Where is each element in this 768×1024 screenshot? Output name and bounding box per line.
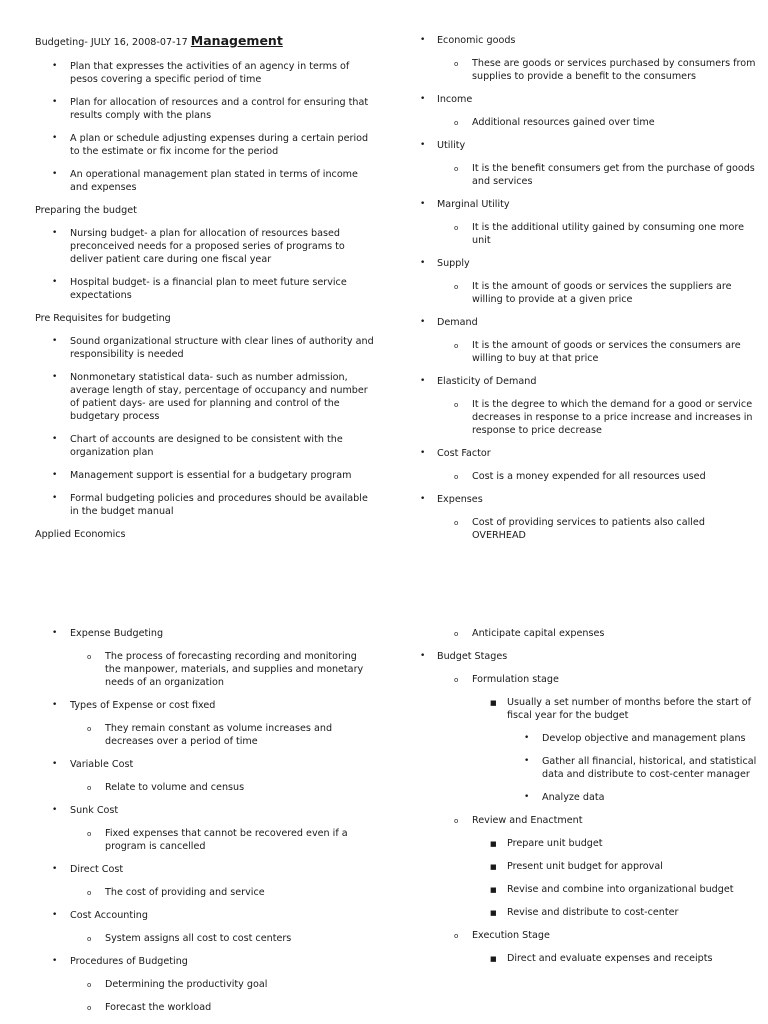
preparing-list bbox=[35, 227, 375, 302]
list-item: • Types of Expense or cost fixed bbox=[52, 700, 216, 711]
bullet-icon: • bbox=[52, 133, 58, 143]
bullet-icon: • bbox=[420, 199, 426, 209]
circle-bullet-icon: o bbox=[87, 830, 92, 838]
term-definition: o These are goods or services purchased by consumers from supplies to provide a benefit to the consumers bbox=[454, 58, 756, 82]
bullet-icon: • bbox=[420, 494, 426, 504]
bullet-icon: • bbox=[52, 434, 58, 444]
page-heading bbox=[35, 34, 375, 49]
sub-item: o The cost of providing and service bbox=[87, 887, 265, 898]
list-item: • Nursing budget- a plan for allocation of resources based preconceived needs for a proposed series of programs to deliver patient care during one fiscal year bbox=[52, 228, 345, 265]
stage-detail: ■ Revise and distribute to cost-center bbox=[490, 907, 679, 918]
stage-item: o Review and Enactment bbox=[454, 815, 583, 826]
column-1 bbox=[35, 34, 375, 551]
sub-item: o Fixed expenses that cannot be recovered even if a program is cancelled bbox=[87, 828, 348, 852]
stage-detail: ■ Revise and combine into organizational budget bbox=[490, 884, 734, 895]
list-item: • Sunk Cost bbox=[52, 805, 119, 816]
bullet-icon: • bbox=[420, 258, 426, 268]
term-item: • Demand bbox=[420, 317, 478, 328]
list-item: • Expense Budgeting bbox=[52, 628, 164, 639]
bullet-icon: • bbox=[420, 140, 426, 150]
section-title-preparing: Preparing the budget bbox=[35, 205, 137, 216]
stage-detail: ■ Direct and evaluate expenses and receipts bbox=[490, 953, 713, 964]
bullet-icon: • bbox=[420, 94, 426, 104]
bullet-icon: • bbox=[52, 956, 58, 966]
circle-bullet-icon: o bbox=[454, 630, 459, 638]
list-item: • Cost Accounting bbox=[52, 910, 148, 921]
bullet-icon: • bbox=[420, 651, 426, 661]
list-item: • A plan or schedule adjusting expenses during a certain period to the estimate or fix income for the period bbox=[52, 133, 369, 157]
square-bullet-icon: ■ bbox=[490, 699, 497, 707]
term-item: • Utility bbox=[420, 140, 466, 151]
circle-bullet-icon: o bbox=[454, 932, 459, 940]
list-item: • Variable Cost bbox=[52, 759, 134, 770]
square-bullet-icon: ■ bbox=[490, 840, 497, 848]
stage-detail: ■ Present unit budget for approval bbox=[490, 861, 663, 872]
circle-bullet-icon: o bbox=[87, 889, 92, 897]
step-item: • Analyze data bbox=[524, 792, 605, 803]
square-bullet-icon: ■ bbox=[490, 863, 497, 871]
circle-bullet-icon: o bbox=[87, 981, 92, 989]
list-item: • An operational management plan stated in terms of income and expenses bbox=[52, 169, 358, 193]
bullet-icon: • bbox=[52, 97, 58, 107]
circle-bullet-icon: o bbox=[454, 519, 459, 527]
circle-bullet-icon: o bbox=[454, 401, 459, 409]
bullet-icon: • bbox=[524, 792, 530, 802]
stage-item: o Execution Stage bbox=[454, 930, 550, 941]
prereq-list bbox=[35, 335, 375, 518]
stage-detail: ■ Usually a set number of months before the start of fiscal year for the budget bbox=[490, 697, 752, 721]
term-definition: o It is the additional utility gained by consuming one more unit bbox=[454, 222, 745, 246]
definition-list bbox=[35, 60, 375, 194]
bullet-icon: • bbox=[420, 448, 426, 458]
column-4 bbox=[420, 627, 760, 975]
term-definition: o It is the amount of goods or services the suppliers are willing to provide at a given price bbox=[454, 281, 732, 305]
sub-item: o System assigns all cost to cost centers bbox=[87, 933, 292, 944]
circle-bullet-icon: o bbox=[87, 784, 92, 792]
term-item: • Marginal Utility bbox=[420, 199, 510, 210]
list-item: • Formal budgeting policies and procedures should be available in the budget manual bbox=[52, 493, 368, 517]
bullet-icon: • bbox=[52, 864, 58, 874]
heading-title: Management bbox=[190, 33, 283, 48]
sub-item: o Forecast the workload bbox=[87, 1002, 212, 1013]
square-bullet-icon: ■ bbox=[490, 909, 497, 917]
bullet-icon: • bbox=[52, 61, 58, 71]
term-item: • Economic goods bbox=[420, 35, 516, 46]
list-item: • Direct Cost bbox=[52, 864, 124, 875]
bullet-icon: • bbox=[420, 376, 426, 386]
circle-bullet-icon: o bbox=[87, 653, 92, 661]
budget-stages-list bbox=[420, 627, 760, 965]
bullet-icon: • bbox=[420, 35, 426, 45]
bullet-icon: • bbox=[52, 805, 58, 815]
bullet-icon: • bbox=[52, 759, 58, 769]
list-item: • Chart of accounts are designed to be consistent with the organization plan bbox=[52, 434, 343, 458]
term-definition: o It is the benefit consumers get from the purchase of goods and services bbox=[454, 163, 755, 187]
term-definition: o Cost is a money expended for all resources used bbox=[454, 471, 706, 482]
term-definition: o Additional resources gained over time bbox=[454, 117, 655, 128]
term-item: • Elasticity of Demand bbox=[420, 376, 537, 387]
term-item: • Cost Factor bbox=[420, 448, 491, 459]
circle-bullet-icon: o bbox=[454, 473, 459, 481]
circle-bullet-icon: o bbox=[454, 817, 459, 825]
circle-bullet-icon: o bbox=[87, 1004, 92, 1012]
heading-date: Budgeting- JULY 16, 2008-07-17 bbox=[35, 37, 191, 48]
list-item: • Plan for allocation of resources and a control for ensuring that results comply with the plans bbox=[52, 97, 369, 121]
circle-bullet-icon: o bbox=[454, 676, 459, 684]
circle-bullet-icon: o bbox=[454, 119, 459, 127]
stage-detail: ■ Prepare unit budget bbox=[490, 838, 603, 849]
list-item: • Nonmonetary statistical data- such as number admission, average length of stay, percentage of occupancy and number of patient days- are used for planning and control of the budgetary process bbox=[52, 372, 368, 422]
square-bullet-icon: ■ bbox=[490, 955, 497, 963]
term-definition: o It is the amount of goods or services the consumers are willing to buy at that price bbox=[454, 340, 741, 364]
section-title-applied: Applied Economics bbox=[35, 529, 126, 540]
bullet-icon: • bbox=[52, 700, 58, 710]
circle-bullet-icon: o bbox=[87, 935, 92, 943]
column-3 bbox=[35, 627, 375, 1024]
circle-bullet-icon: o bbox=[454, 342, 459, 350]
sub-item: o Relate to volume and census bbox=[87, 782, 245, 793]
list-item: • Sound organizational structure with clear lines of authority and responsibility is needed bbox=[52, 336, 374, 360]
list-item: • Management support is essential for a budgetary program bbox=[52, 470, 352, 481]
term-item: • Expenses bbox=[420, 494, 483, 505]
circle-bullet-icon: o bbox=[454, 165, 459, 173]
list-item: • Budget Stages bbox=[420, 651, 508, 662]
sub-item: o Anticipate capital expenses bbox=[454, 628, 605, 639]
circle-bullet-icon: o bbox=[454, 224, 459, 232]
bullet-icon: • bbox=[52, 470, 58, 480]
term-item: • Supply bbox=[420, 258, 470, 269]
bullet-icon: • bbox=[52, 910, 58, 920]
economics-terms-list bbox=[420, 34, 760, 542]
list-item: • Procedures of Budgeting bbox=[52, 956, 188, 967]
term-item: • Income bbox=[420, 94, 473, 105]
step-item: • Gather all financial, historical, and statistical data and distribute to cost-center manager bbox=[524, 756, 757, 780]
square-bullet-icon: ■ bbox=[490, 886, 497, 894]
circle-bullet-icon: o bbox=[454, 60, 459, 68]
step-item: • Develop objective and management plans bbox=[524, 733, 746, 744]
circle-bullet-icon: o bbox=[454, 283, 459, 291]
bullet-icon: • bbox=[52, 628, 58, 638]
bullet-icon: • bbox=[52, 228, 58, 238]
column-2 bbox=[420, 34, 760, 552]
sub-item: o They remain constant as volume increases and decreases over a period of time bbox=[87, 723, 333, 747]
bullet-icon: • bbox=[52, 372, 58, 382]
sub-item: o Determining the productivity goal bbox=[87, 979, 268, 990]
bullet-icon: • bbox=[52, 493, 58, 503]
bullet-icon: • bbox=[52, 277, 58, 287]
list-item: • Plan that expresses the activities of an agency in terms of pesos covering a specific period of time bbox=[52, 61, 350, 85]
bullet-icon: • bbox=[524, 733, 530, 743]
bullet-icon: • bbox=[52, 169, 58, 179]
bullet-icon: • bbox=[420, 317, 426, 327]
term-definition: o Cost of providing services to patients also called OVERHEAD bbox=[454, 517, 705, 541]
bullet-icon: • bbox=[52, 336, 58, 346]
term-definition: o It is the degree to which the demand for a good or service decreases in response to a price increase and increases in response to price decrease bbox=[454, 399, 753, 436]
bullet-icon: • bbox=[524, 756, 530, 766]
circle-bullet-icon: o bbox=[87, 725, 92, 733]
list-item: • Hospital budget- is a financial plan to meet future service expectations bbox=[52, 277, 347, 301]
sub-item: o The process of forecasting recording and monitoring the manpower, materials, and supplies and monetary needs of an organization bbox=[87, 651, 364, 688]
stage-item: o Formulation stage bbox=[454, 674, 559, 685]
section-title-prereq: Pre Requisites for budgeting bbox=[35, 313, 171, 324]
expense-list bbox=[35, 627, 375, 1014]
